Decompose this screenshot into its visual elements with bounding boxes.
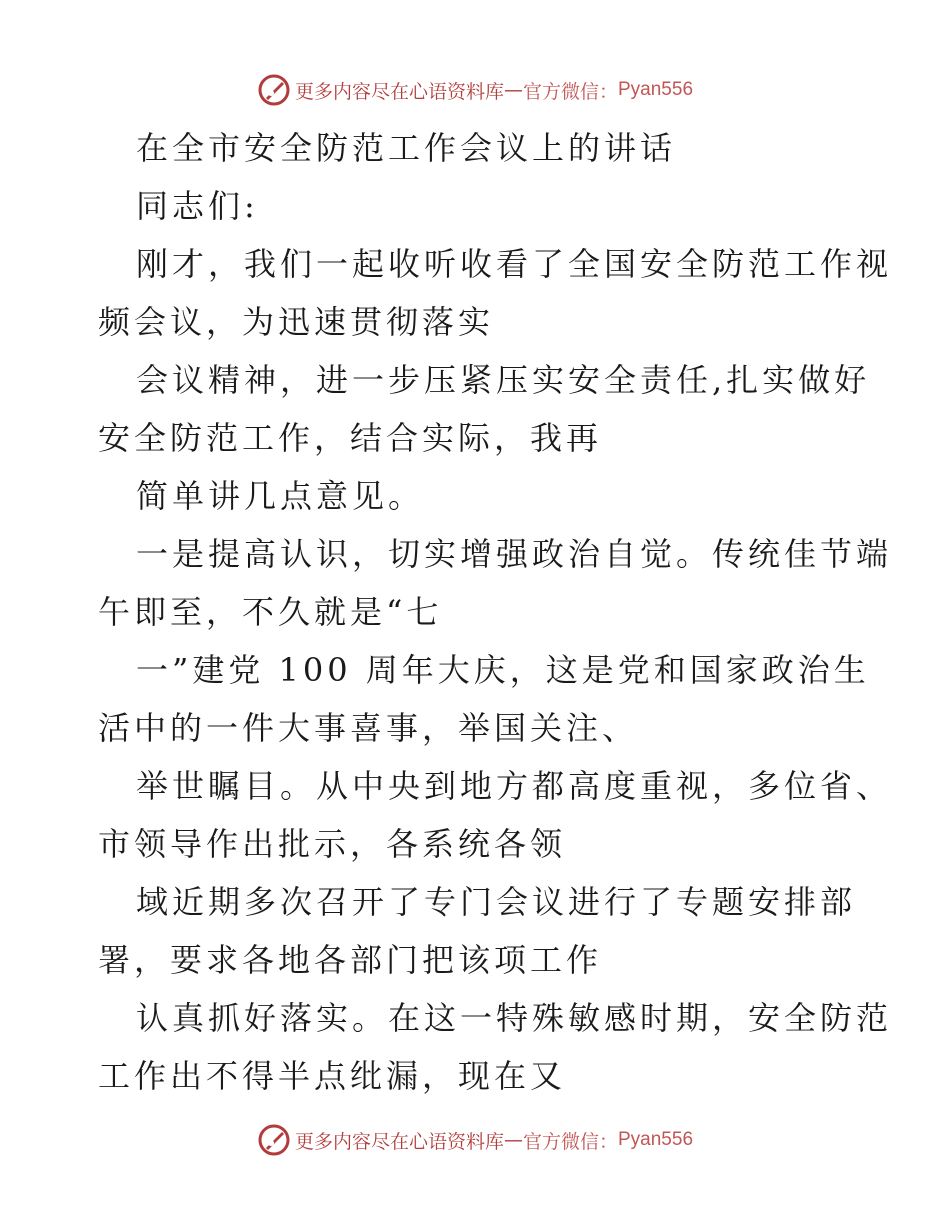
text-line: 工作出不得半点纰漏，现在又 [98, 1057, 567, 1095]
document-title: 在全市安全防范工作会议上的讲话 [136, 129, 677, 167]
quill-logo-icon [257, 1123, 291, 1157]
text-line: 署，要求各地各部门把该项工作 [98, 941, 603, 979]
text-line: 一是提高认识，切实增强政治自觉。传统佳节端 [136, 535, 893, 573]
text-line: 活中的一件大事喜事，举国关注、 [98, 709, 639, 747]
footer-watermark [0, 1120, 950, 1160]
watermark-label: 官方微信： [522, 1130, 618, 1153]
text-line: 安全防范工作，结合实际，我再 [98, 419, 603, 457]
text-line: 刚才，我们一起收听收看了全国安全防范工作视 [136, 245, 893, 283]
watermark-separator: — [503, 1129, 523, 1151]
watermark-handle: Pyan556 [618, 79, 694, 100]
text-line: 域近期多次召开了专门会议进行了专题安排部 [136, 883, 857, 921]
text-line: 简单讲几点意见。 [136, 477, 425, 515]
text-line: 午即至，不久就是“七 [98, 593, 443, 631]
text-line: 市领导作出批示，各系统各领 [98, 825, 567, 863]
text-line: 一”建党 100 周年大庆，这是党和国家政治生 [136, 651, 870, 689]
watermark-site-text: 更多内容尽在心语资料库 [294, 1130, 504, 1153]
text-line: 频会议，为迅速贯彻落实 [98, 303, 495, 341]
text-line: 举世瞩目。从中央到地方都高度重视，多位省、 [136, 767, 893, 805]
watermark-handle: Pyan556 [618, 1129, 694, 1150]
text-line: 认真抓好落实。在这一特殊敏感时期，安全防范 [136, 999, 893, 1037]
greeting: 同志们: [136, 187, 259, 225]
text-line: 会议精神，进一步压紧压实安全责任,扎实做好 [136, 361, 871, 399]
watermark-label: 官方微信： [522, 80, 618, 103]
watermark-site-text: 更多内容尽在心语资料库 [294, 80, 504, 103]
watermark-separator: — [503, 79, 523, 101]
